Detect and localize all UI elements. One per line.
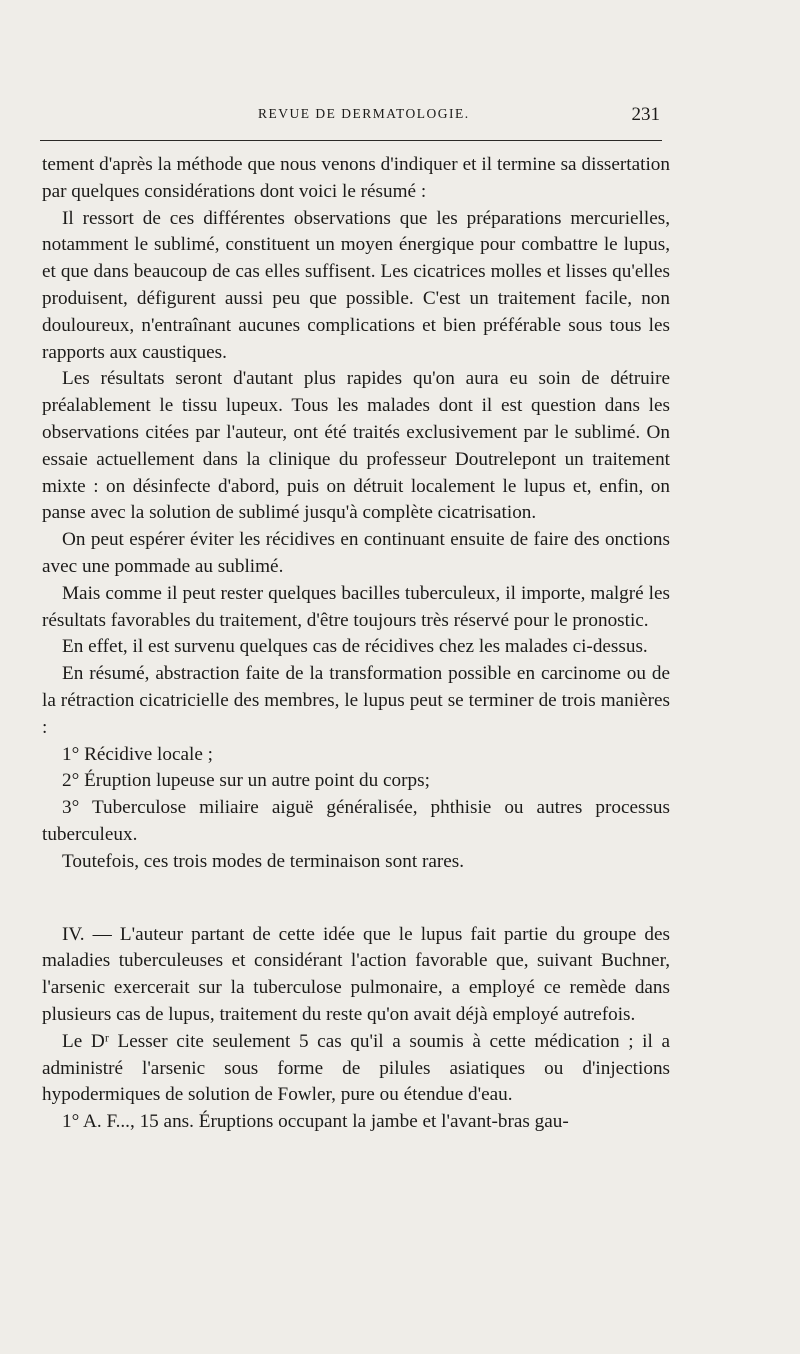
paragraph: Toutefois, ces trois modes de terminaison sont rares. xyxy=(62,850,465,872)
journal-title: REVUE DE DERMATOLOGIE. xyxy=(258,106,470,121)
paragraph: Il ressort de ces différentes observations que les préparations mercurielles, notamment le sublimé, constituent un moyen énergique pour combattre le lupus, et que dans beaucoup de cas elles suffisent. Les cicatrices molles et lisses qu'elles produisent, défigurent aussi peu que possible. C'est un traitement facile, non douloureux, n'entraînant aucunes complications et bien préférable sous tous les rapports aux caustiques. xyxy=(42,207,670,363)
body-text xyxy=(42,152,670,1136)
paragraph: Les résultats seront d'autant plus rapides qu'on aura eu soin de détruire préalablement le tissu lupeux. Tous les malades dont il est question dans les observations citées par l'auteur, ont été traités exclusivement par le sublimé. On essaie actuellement dans la clinique du professeur Doutrelepont un traitement mixte : on désinfecte d'abord, puis on détruit localement le lupus et, enfin, on panse avec la solution de sublimé jusqu'à complète cicatrisation. xyxy=(42,368,670,524)
list-item: 3° Tuberculose miliaire aiguë généralisée, phthisie ou autres processus tuberculeux. xyxy=(42,797,670,845)
paragraph: Le Dʳ Lesser cite seulement 5 cas qu'il a soumis à cette médication ; il a administré l'arsenic sous forme de pilules asiatiques ou d'injections hypodermiques de solution de Fowler, pure ou étendue d'eau. xyxy=(42,1030,670,1106)
running-header xyxy=(40,106,660,132)
paragraph: Mais comme il peut rester quelques bacilles tuberculeux, il importe, malgré les résultats favorables du traitement, d'être toujours très réservé pour le pronostic. xyxy=(42,582,670,631)
list-item: 1° Récidive locale ; xyxy=(62,743,213,765)
case-paragraph: 1° A. F..., 15 ans. Éruptions occupant la jambe et l'avant-bras gau- xyxy=(62,1111,569,1133)
paragraph: En résumé, abstraction faite de la transformation possible en carcinome ou de la rétraction cicatricielle des membres, le lupus peut se terminer de trois manières : xyxy=(42,663,670,738)
paragraph: On peut espérer éviter les récidives en continuant ensuite de faire des onctions avec une pommade au sublimé. xyxy=(42,529,670,577)
section-iv-paragraph: IV. — L'auteur partant de cette idée que le lupus fait partie du groupe des maladies tuberculeuses et considérant l'action favorable que, suivant Buchner, l'arsenic exercerait sur la tuberculose pulmonaire, a employé ce remède dans plusieurs cas de lupus, traitement du reste qu'on avait déjà employé autrefois. xyxy=(42,923,670,1025)
page-number: 231 xyxy=(631,104,660,125)
section-break xyxy=(42,876,670,922)
paragraph-continued: tement d'après la méthode que nous venons d'indiquer et il termine sa dissertation par quelques considérations dont voici le résumé : xyxy=(42,154,670,202)
paragraph: En effet, il est survenu quelques cas de récidives chez les malades ci-dessus. xyxy=(62,636,648,658)
list-item: 2° Éruption lupeuse sur un autre point du corps; xyxy=(62,770,430,792)
header-rule xyxy=(40,140,662,141)
